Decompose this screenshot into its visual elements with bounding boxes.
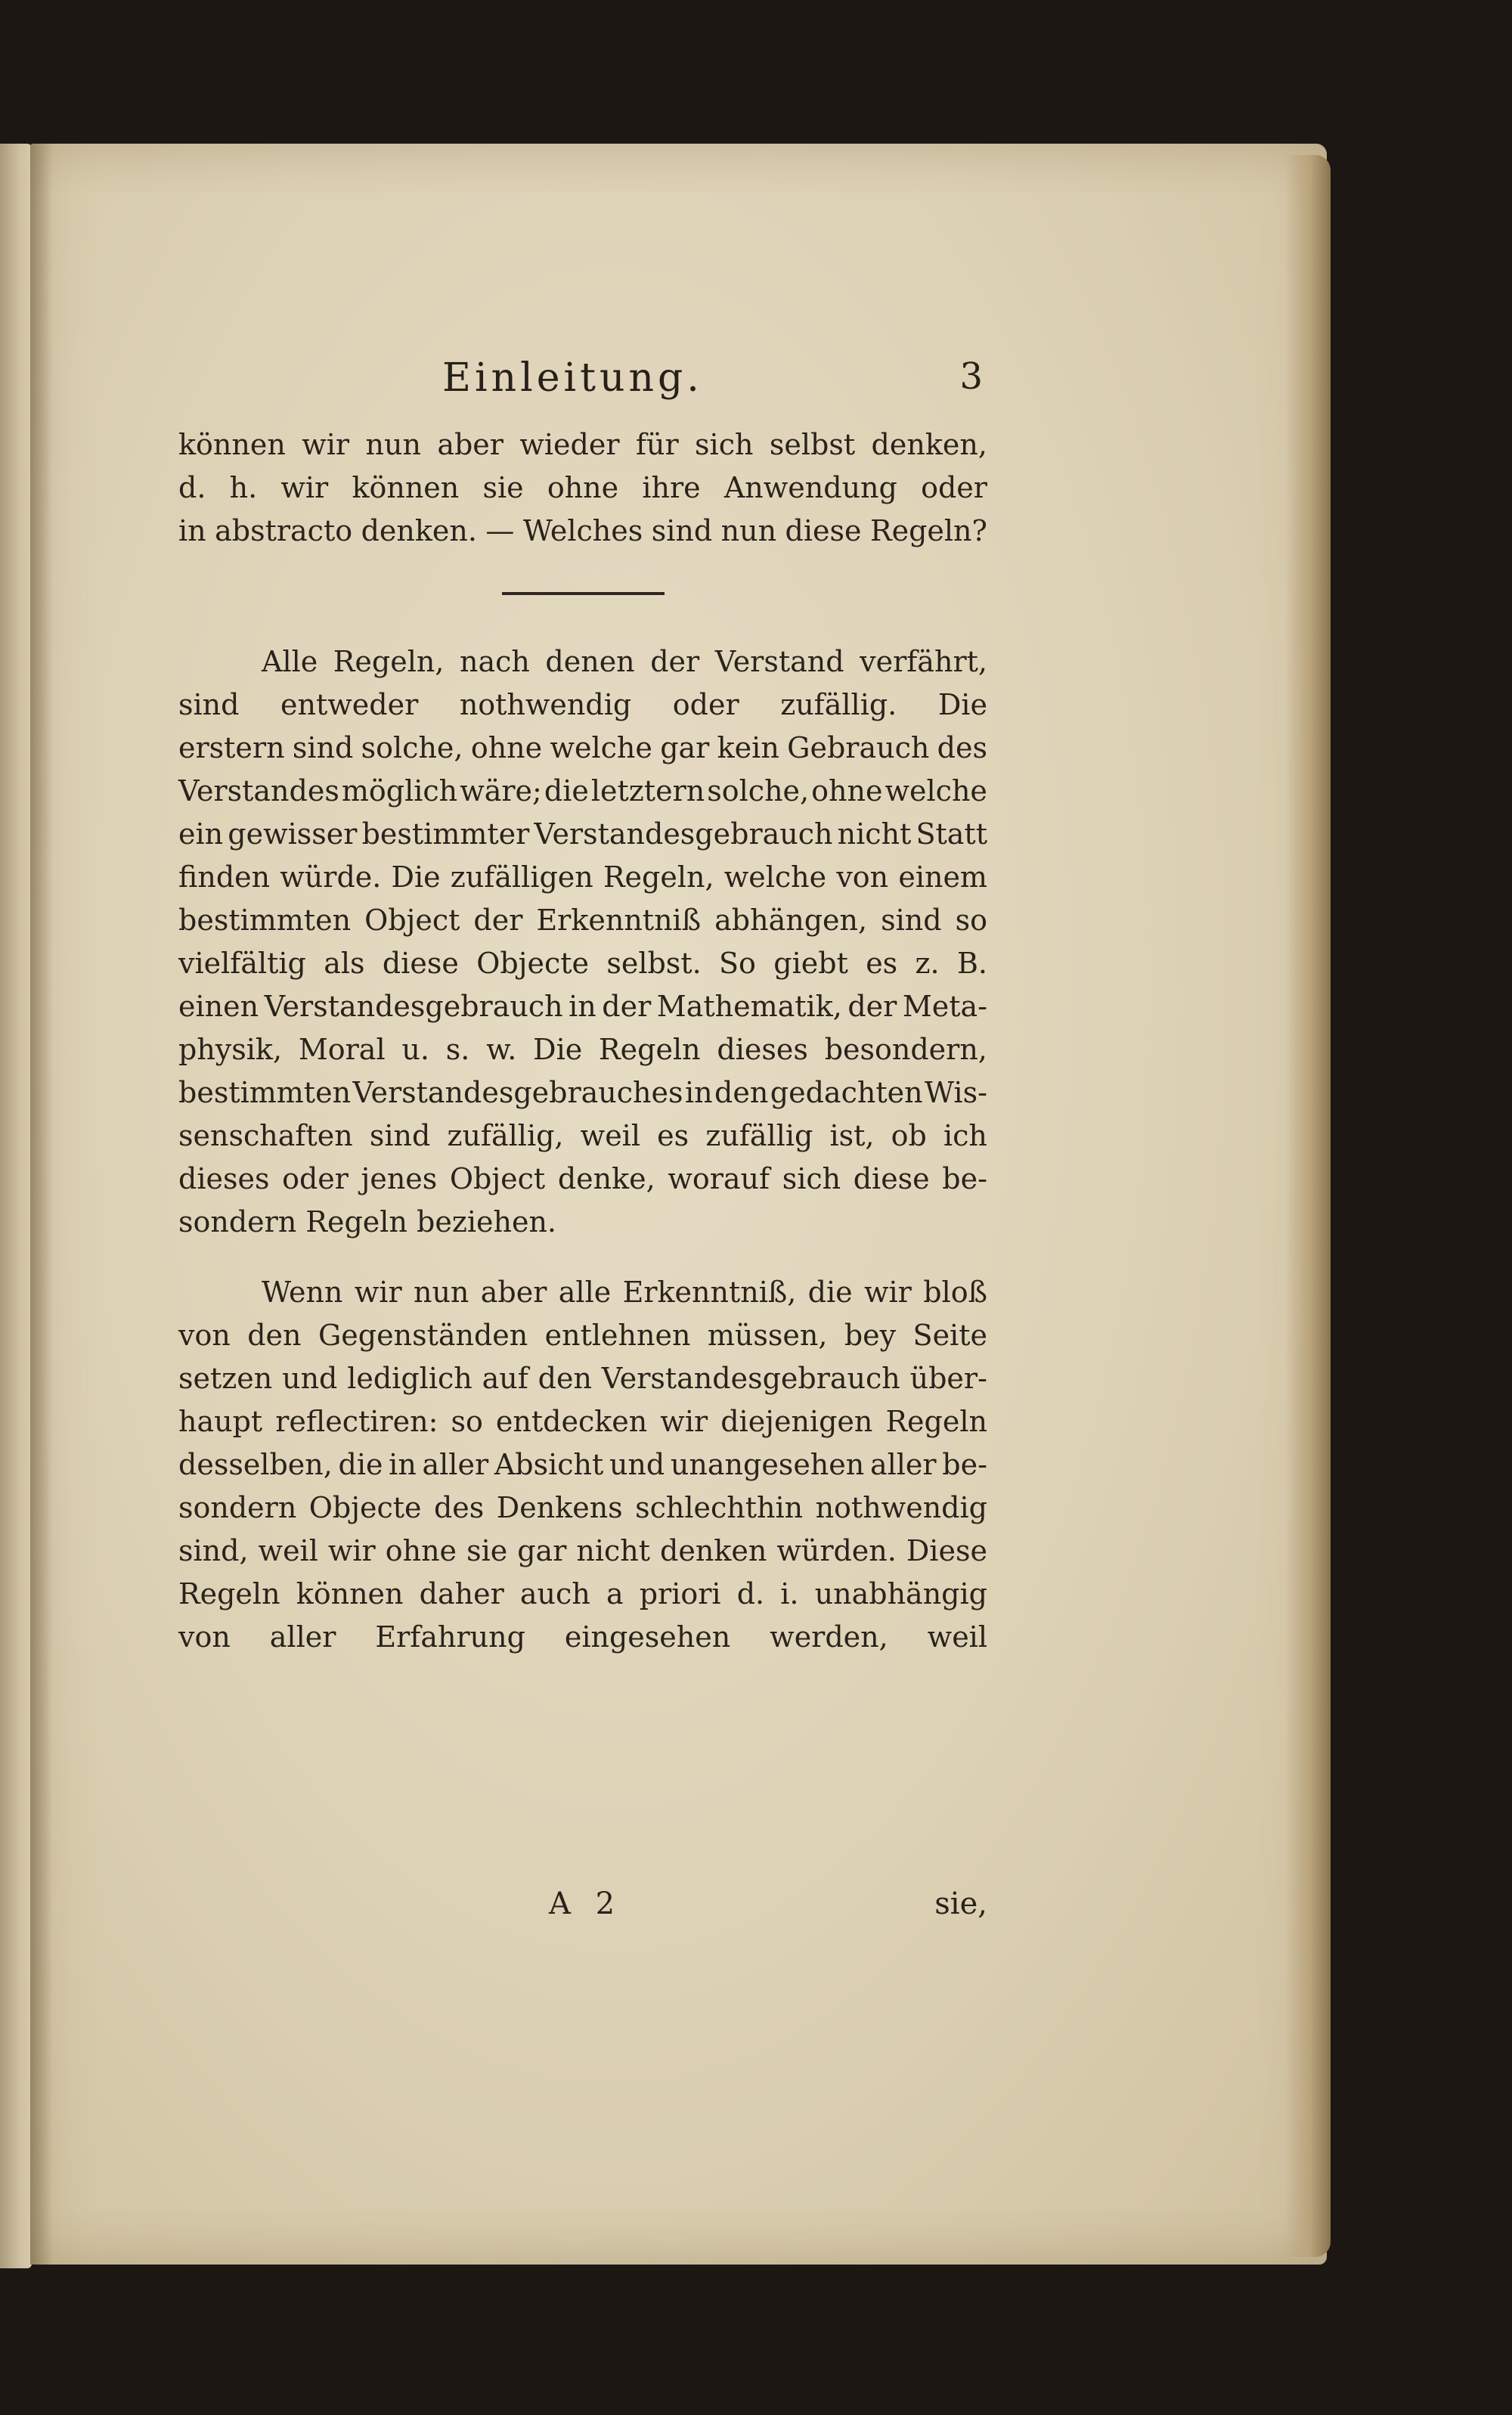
text-line: von aller Erfahrung eingesehen werden, weil — [178, 1620, 987, 1654]
catchword: sie, — [934, 1886, 987, 1921]
text-line: haupt reflectiren: so entdecken wir diejenigen Regeln — [178, 1405, 987, 1438]
paragraph-2 — [178, 1271, 987, 1659]
page-gutter-shadow — [30, 144, 53, 2265]
text-line: Regeln können daher auch a priori d. i. unabhängig — [178, 1577, 987, 1611]
page-header — [174, 355, 983, 408]
text-line: erstern sind solche, ohne welche gar kein Gebrauch des — [178, 731, 987, 764]
page-footer — [178, 1886, 987, 1932]
text-line: Wenn wir nun aber alle Erkenntniß, die wir bloß — [262, 1276, 987, 1309]
page-fore-edge — [1285, 155, 1331, 2257]
text-line: von den Gegenständen entlehnen müssen, bey Seite — [178, 1319, 987, 1352]
text-line: Alle Regeln, nach denen der Verstand verfährt, — [262, 645, 987, 678]
text-line: einen Verstandesgebrauch in der Mathematik, der Meta- — [178, 990, 987, 1023]
text-line: setzen und lediglich auf den Verstandesgebrauch über- — [178, 1362, 987, 1395]
text-line: ein gewisser bestimmter Verstandesgebrauch nicht Statt — [178, 817, 987, 851]
text-line: sondern Regeln beziehen. — [178, 1205, 556, 1239]
text-line: desselben, die in aller Absicht und unangesehen aller be- — [178, 1448, 987, 1481]
text-line: sondern Objecte des Denkens schlechthin nothwendig — [178, 1491, 987, 1524]
text-line: finden würde. Die zufälligen Regeln, welche von einem — [178, 860, 987, 894]
section-divider — [502, 592, 665, 595]
signature-mark: A 2 — [549, 1886, 623, 1921]
text-line: vielfältig als diese Objecte selbst. So giebt es z. B. — [178, 947, 987, 980]
text-line: sind, weil wir ohne sie gar nicht denken würden. Diese — [178, 1534, 987, 1567]
text-line: bestimmten Verstandesgebrauches in den gedachten Wis- — [178, 1076, 987, 1109]
text-line: bestimmten Object der Erkenntniß abhängen, sind so — [178, 904, 987, 937]
left-page-edge — [0, 144, 32, 2268]
text-line: in abstracto denken. — Welches sind nun diese Regeln? — [178, 514, 987, 547]
intro-lines — [178, 423, 987, 553]
running-title: Einleitung. — [442, 355, 703, 401]
page-number: 3 — [959, 355, 983, 398]
text-line: physik, Moral u. s. w. Die Regeln dieses besondern, — [178, 1033, 987, 1066]
paragraph-1 — [178, 640, 987, 1244]
text-block — [178, 423, 987, 1659]
text-line: dieses oder jenes Object denke, worauf sich diese be- — [178, 1162, 987, 1195]
text-line: können wir nun aber wieder für sich selbst denken, — [178, 428, 987, 461]
text-line: sind entweder nothwendig oder zufällig. Die — [178, 688, 987, 721]
text-line: Verstandes möglich wäre; die letztern solche, ohne welche — [178, 774, 987, 808]
text-line: d. h. wir können sie ohne ihre Anwendung oder — [178, 471, 987, 504]
text-line: senschaften sind zufällig, weil es zufällig ist, ob ich — [178, 1119, 987, 1152]
